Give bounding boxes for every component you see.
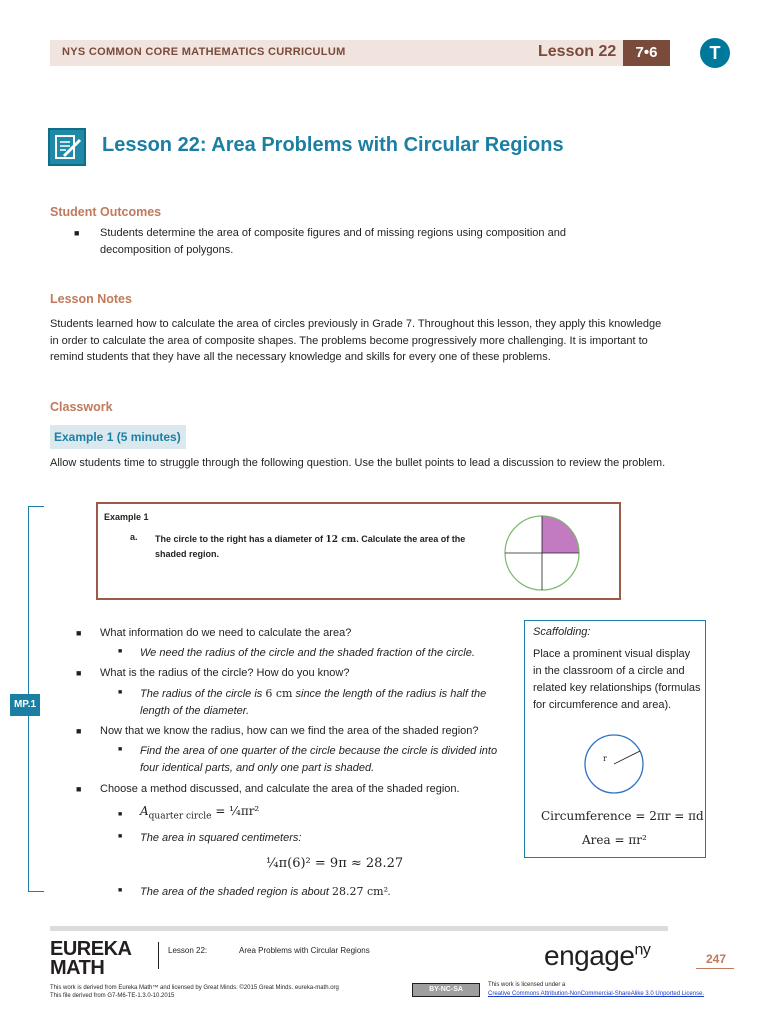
student-outcome-text: Students determine the area of composite figures and of missing regions using composition and decomposition of polygons.: [100, 227, 566, 256]
question-3: Now that we know the radius, how can we find the area of the shaded region?: [100, 725, 479, 737]
bullet-icon: ■: [76, 628, 82, 638]
answer-1: We need the radius of the circle and the shaded fraction of the circle.: [140, 647, 475, 659]
footer-title: Area Problems with Circular Regions: [239, 946, 370, 955]
bullet-icon: ■: [76, 784, 82, 794]
example-part-label: a.: [130, 532, 138, 542]
lesson-notes-heading: Lesson Notes: [50, 292, 132, 306]
radius-label: r: [603, 754, 607, 763]
bullet-icon: ■: [76, 668, 82, 678]
page-number-underline: [696, 968, 734, 969]
area-label: The area in squared centimeters:: [140, 832, 302, 844]
teacher-badge: T: [700, 38, 730, 68]
example-prompt: The circle to the right has a diameter of 12 cm. Calculate the area of the shaded region.: [155, 534, 466, 559]
curriculum-label: NYS COMMON CORE MATHEMATICS CURRICULUM: [62, 46, 346, 58]
diameter-value: 12 cm: [325, 535, 357, 545]
answer-3: Find the area of one quarter of the circle because the circle is divided into four identical parts, and only one part is shaded.: [140, 745, 498, 774]
bullet-icon: ■: [76, 726, 82, 736]
header-lesson: Lesson 22: [538, 43, 617, 60]
lesson-notes-text: Students learned how to calculate the area of circles previously in Grade 7. Throughout this lesson, they apply this knowledge in order to calculate the area of composite shapes. The problems become progressively more challenging. It is important to remind students that they have all the necessary knowledge and skills for every one of these problems.: [50, 318, 662, 363]
file-notice: This file derived from G7-M6-TE-1.3.0-10.2015: [50, 993, 175, 999]
classwork-intro: Allow students time to struggle through the following question. Use the bullet points to lead a discussion to review the problem.: [50, 457, 666, 469]
final-answer: The area of the shaded region is about 28.27 cm².: [140, 885, 392, 898]
footer-divider-bar: [50, 926, 668, 931]
lesson-pencil-icon: [48, 128, 86, 166]
question-4: Choose a method discussed, and calculate the area of the shaded region.: [100, 783, 460, 795]
license-link[interactable]: Creative Commons Attribution-NonCommercial-ShareAlike 3.0 Unported License.: [488, 991, 705, 997]
radius-line: [614, 751, 640, 764]
footer-lesson: Lesson 22:: [168, 946, 208, 955]
sub-bullet-icon: ■: [118, 648, 123, 655]
derived-notice: This work is derived from Eureka Math™ and licensed by Great Minds. ©2015 Great Minds. eureka-math.org: [50, 985, 339, 991]
footer-divider: [158, 942, 159, 969]
classwork-heading: Classwork: [50, 400, 113, 414]
scaffolding-text: Place a prominent visual display in the classroom of a circle and related key relationships (formulas for circumference and area).: [533, 648, 701, 711]
answer-2: The radius of the circle is 6 cm since the length of the radius is half the length of the diameter.: [140, 687, 487, 717]
area-formula: Area = πr²: [582, 833, 647, 847]
quartered-circle-diagram: [503, 514, 581, 592]
mp-tag: MP.1: [10, 694, 40, 716]
module-badge: 7•6: [623, 40, 670, 66]
sub-bullet-icon: ■: [118, 887, 123, 894]
quarter-circle-formula: $A_{quarter circle}$ = ¼πr²: [140, 804, 260, 822]
question-2: What is the radius of the circle? How do you know?: [100, 667, 350, 679]
sub-bullet-icon: ■: [118, 689, 123, 696]
bullet-icon: ■: [74, 228, 80, 238]
sub-bullet-icon: ■: [118, 811, 123, 818]
scaffolding-title: Scaffolding:: [533, 626, 591, 638]
question-1: What information do we need to calculate the area?: [100, 627, 352, 639]
license-intro: This work is licensed under a: [488, 982, 566, 988]
cc-license-badge: BY-NC-SA: [412, 983, 480, 997]
example-1-label: Example 1 (5 minutes): [50, 425, 186, 449]
lesson-title: Lesson 22: Area Problems with Circular Regions: [102, 134, 564, 156]
engageny-logo: engage$^{ny}$: [544, 940, 651, 971]
area-equation: ¼π(6)² = 9π ≈ 28.27: [266, 856, 404, 871]
radius-circle-diagram: [583, 733, 645, 795]
student-outcomes-heading: Student Outcomes: [50, 205, 162, 219]
sub-bullet-icon: ■: [118, 833, 123, 840]
sub-bullet-icon: ■: [118, 746, 123, 753]
circumference-formula: Circumference = 2πr = πd: [541, 809, 704, 823]
page-number: 247: [706, 952, 727, 966]
eureka-math-logo: EUREKA MATH: [50, 938, 132, 979]
example-box-title: Example 1: [104, 512, 149, 522]
